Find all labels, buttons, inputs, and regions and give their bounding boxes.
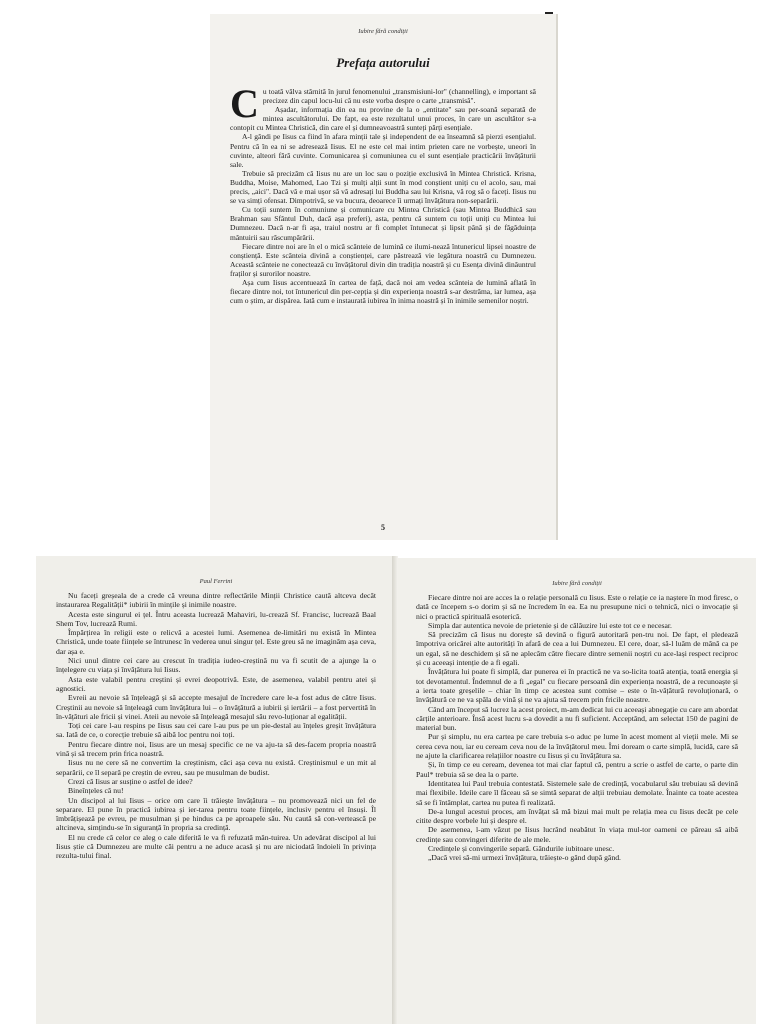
paragraph: Simpla dar autentica nevoie de prietenie și de călăuzire lui este tot ce e necesar. xyxy=(428,620,672,630)
paragraph: Când am început să lucrez la acest proiect, m-am dedicat lui cu aceeași abnegație cu care am abordat cărțile anterioare. Însă acest lucru s-a dovedit a nu fi suficient. Acceptând, am selectat 150 de pagini de material bun. xyxy=(416,704,738,733)
paragraph: Fiecare dintre noi are acces la o relație personală cu Iisus. Este o relație ce ia naștere în mod firesc, o dată ce începem s-o dorim și să ne încredem în ea. Ea nu presupune nici o tehnică, nici o invocație și nici o practică spirituală esoterică. xyxy=(416,593,738,621)
paragraph: Nici unul dintre cei care au crescut în tradiția iudeo-creștină nu va fi scutit de a ajunge la o înțelegere cu viața și învățătura lui Iisus. xyxy=(56,656,376,675)
paragraph: „Dacă vrei să-mi urmezi învățătura, trăiește-o gând după gând. xyxy=(428,853,621,863)
paragraph: Așadar, informația din ea nu provine de la o „entitate" sau per-soană separată de mintea ascultătorului. De fapt, ea este rezultatul unui proces, în care un ascultător s-a contopit cu Mintea Christică, din care el și dumneavoastră sunteți părți esențiale. xyxy=(230,105,536,133)
paragraph: Toți cei care l-au respins pe Iisus sau cei care l-au pus pe un pie-destal au înțeles greșit învățătura sa. Iată de ce, o corecție trebuie să aibă loc pentru noi toți. xyxy=(56,721,376,740)
paragraph: Asta este valabil pentru creștini și evrei deopotrivă. Este, de asemenea, valabil pentru atei și agnostici. xyxy=(56,674,376,693)
book-page-right xyxy=(398,558,756,1024)
paragraph: Trebuie să precizăm că Iisus nu are un loc sau o poziție exclusivă în Mintea Christică. Krisna, Buddha, Moise, Mahomed, Lao Tzi și mulți alții sunt în mod conștient uniți cu el acolo, sau, mai precis, „aici". Dacă vă e mai ușor să vă adresați lui Buddha sau lui Krisna, vă rog să o faceți. Iisus nu se va simți ofensat. Dimpotrivă, se va bucura, deoarece îi urmați învățătura non-separării. xyxy=(230,168,536,206)
paragraph: Și, în timp ce eu ceream, devenea tot mai clar faptul că, pentru a scrie o astfel de carte, o parte din Paul* trebuia să se dea la o parte. xyxy=(416,760,738,779)
paragraph: Cu toții suntem în comuniune și comunicare cu Mintea Christică (sau Mintea Buddhică sau Brahman sau Sfântul Duh, dacă așa preferi), asta, pentru că suntem cu toții uniți cu Mintea lui Dumnezeu. Dacă n-ar fi așa, traiul nostru ar fi complet întunecat și lipsit până și de făgăduința mântuirii sau răscumpărării. xyxy=(230,205,536,242)
paragraph: Împărțirea în religii este o relicvă a acestei lumi. Asemenea de-limitări nu există în Mintea Christică, unde toate ființele se întrunesc în vederea unui singur țel. Este greu să ne imaginăm așa ceva, dar așa e. xyxy=(56,628,376,656)
book-page-left xyxy=(36,556,392,1024)
paragraph: Iisus nu ne cere să ne convertim la creștinism, căci așa ceva nu există. Creștinismul e un mit al separării, ce îl separă pe creștin de evreu, sau pe musulman de budist. xyxy=(56,758,376,777)
running-head: Iubire fără condiții xyxy=(552,580,602,587)
paragraph: Așa cum Iisus accentuează în cartea de față, dacă noi am vedea scânteia de lumină aflată în fiecare dintre noi, tot întunericul din per-cepția și din experiența noastră s-ar destrăma, iar lumea, așa cum o știm, ar dispărea. Iată cum e instaurată iubirea în inima noastră și în inimile semenilor noștri. xyxy=(230,277,536,306)
running-head: Paul Ferrini xyxy=(199,578,233,585)
paragraph: Pur și simplu, nu era cartea pe care trebuia s-o aduc pe lume în acest moment al vieții mele. Mi se cerea ceva nou, iar eu ceream ceva nou de la învățătorul meu. Îmi doream o carte simplă, lucidă, care să ne ajute la clarificarea relațiilor noastre cu Iisus și cu învățătura sa. xyxy=(416,732,738,761)
paragraph: Fiecare dintre noi are în el o mică scânteie de lumină ce ilumi-nează întunericul lipsei noastre de conștiență. Este scânteia divină a conștienței, care păstrează vie legătura noastră cu Dumnezeu. Această scânteie ne conectează cu învățătorul divin din tradiția noastră și cu Esența divină dinăuntrul fraților și surorilor noastre. xyxy=(230,241,536,278)
paragraph: Nu faceți greșeala de a crede că vreuna dintre reflectările Minții Christice caută altceva decât instaurarea Regalității* iubirii în mințile și inimile noastre. xyxy=(56,591,376,610)
chapter-title: Prefața autorului xyxy=(336,55,430,70)
drop-cap: C xyxy=(230,81,259,126)
paragraph: Evreii au nevoie să înțeleagă și să accepte mesajul de încredere care le-a fost adus de către Iisus. Creștinii au nevoie să înțeleagă cum învățătura lui – o învățătură a iubirii și iertării – a fost pervertită în în-vățături ale fricii și vinei. Ateii au nevoie să înțeleagă mesajul său revo-luționar al egalității. xyxy=(56,693,376,721)
paragraph: Identitatea lui Paul trebuia contestată. Sistemele sale de credință, vocabularul său trebuiau să devină mai flexibile. Ideile care îl făceau să se simtă separat de alții trebuiau demolate. Înainte ca toate acestea să se fi întâmplat, cartea nu putea fi realizată. xyxy=(416,778,738,807)
paragraph-text: u toată vâlva stârnită în jurul fenomenului „transmisiuni-lor" (channelling), e important să precizez din capul locu-lui că nu este vorba despre o carte „transmisă". xyxy=(262,87,536,106)
paragraph: Credințele și convingerile separă. Gândurile iubitoare unesc. xyxy=(428,844,615,854)
running-head: Iubire fără condiții xyxy=(358,28,408,35)
paragraph: Pentru fiecare dintre noi, Iisus are un mesaj specific ce ne va aju-ta să des-facem propria noastră vină și să trecem prin frica noastră. xyxy=(56,739,376,759)
paragraph: A-l gândi pe Iisus ca fiind în afara minții tale și independent de ea înseamnă să pierzi esențialul. Pentru că în ea ni se adresează Iisus. El ne este cel mai intim prieten care ne vorbește, uneori în cuvinte, alteori fără cuvinte. Comunicarea și comuniunea cu el sunt esențiale practicării învățăturii sale. xyxy=(230,132,536,169)
book-page-top xyxy=(210,14,556,540)
paragraph: El nu crede că celor ce aleg o cale diferită le va fi refuzată mân-tuirea. Un adevărat discipol al lui Iisus știe că Dumnezeu are multe căi pentru a ne aduce acasă și nu are niciodată îndoieli în privința rezulta-tului final. xyxy=(56,832,376,861)
paragraph: De-a lungul acestui proces, am învățat să mă bizui mai mult pe relația mea cu Iisus decât pe cele citite despre vorbele lui și despre el. xyxy=(416,806,738,826)
paragraph: Învățătura lui poate fi simplă, dar punerea ei în practică ne va so-licita toată atenția, toată energia și tot devotamentul. Îndemnul de a fi „egal" cu fiecare persoană din experiența noastră, de a recunoaște și a ierta toate greșelile – chiar în timp ce acestea sunt comise – este o în-vățătură revoluționară, o învățătură ce ne va spăla de vină și ne va ajuta să trecem prin fricile noastre. xyxy=(416,667,738,705)
paragraph: Acesta este singurul ei țel. Întru aceasta lucrează Mahaviri, lu-crează Sf. Francisc, lucrează Baal Shem Tov, lucrează Rumi. xyxy=(56,609,376,628)
page-number: 5 xyxy=(381,523,385,532)
paragraph: De asemenea, l-am văzut pe Iisus lucrând neabătut în viața mul-tor oameni ce păreau să aibă credințe sau convingeri diferite de ale mele. xyxy=(416,825,738,844)
paragraph: Crezi că Iisus ar susține o astfel de idee? xyxy=(68,776,193,786)
paragraph: Bineînțeles că nu! xyxy=(68,786,124,796)
paragraph: Să precizăm că Iisus nu dorește să devină o figură autoritară pen-tru noi. De fapt, el pledează împotriva oricărei alte autorități în afară de cea a lui Dumnezeu. El cere, doar, să-l luăm de mână ca pe un egal, să ne deschidem și să ne aplecăm către fiecare dintre semenii noștri cu ace-lași respect reciproc și cu aceeași intenție de a fi egali. xyxy=(416,630,738,668)
page-edge xyxy=(556,14,558,540)
paragraph: Un discipol al lui Iisus – orice om care îi trăiește învățătura – nu promovează nici un fel de separare. El pune în practică iubirea și ier-tarea pentru toate ființele, inclusiv pentru el însuși. Îl îmbrățișează pe evreu, pe musulman și pe hindus ca pe aproapele său. Nu caută să con-vertească pe altcineva, simțindu-se în siguranță în propria sa credință. xyxy=(56,795,376,833)
